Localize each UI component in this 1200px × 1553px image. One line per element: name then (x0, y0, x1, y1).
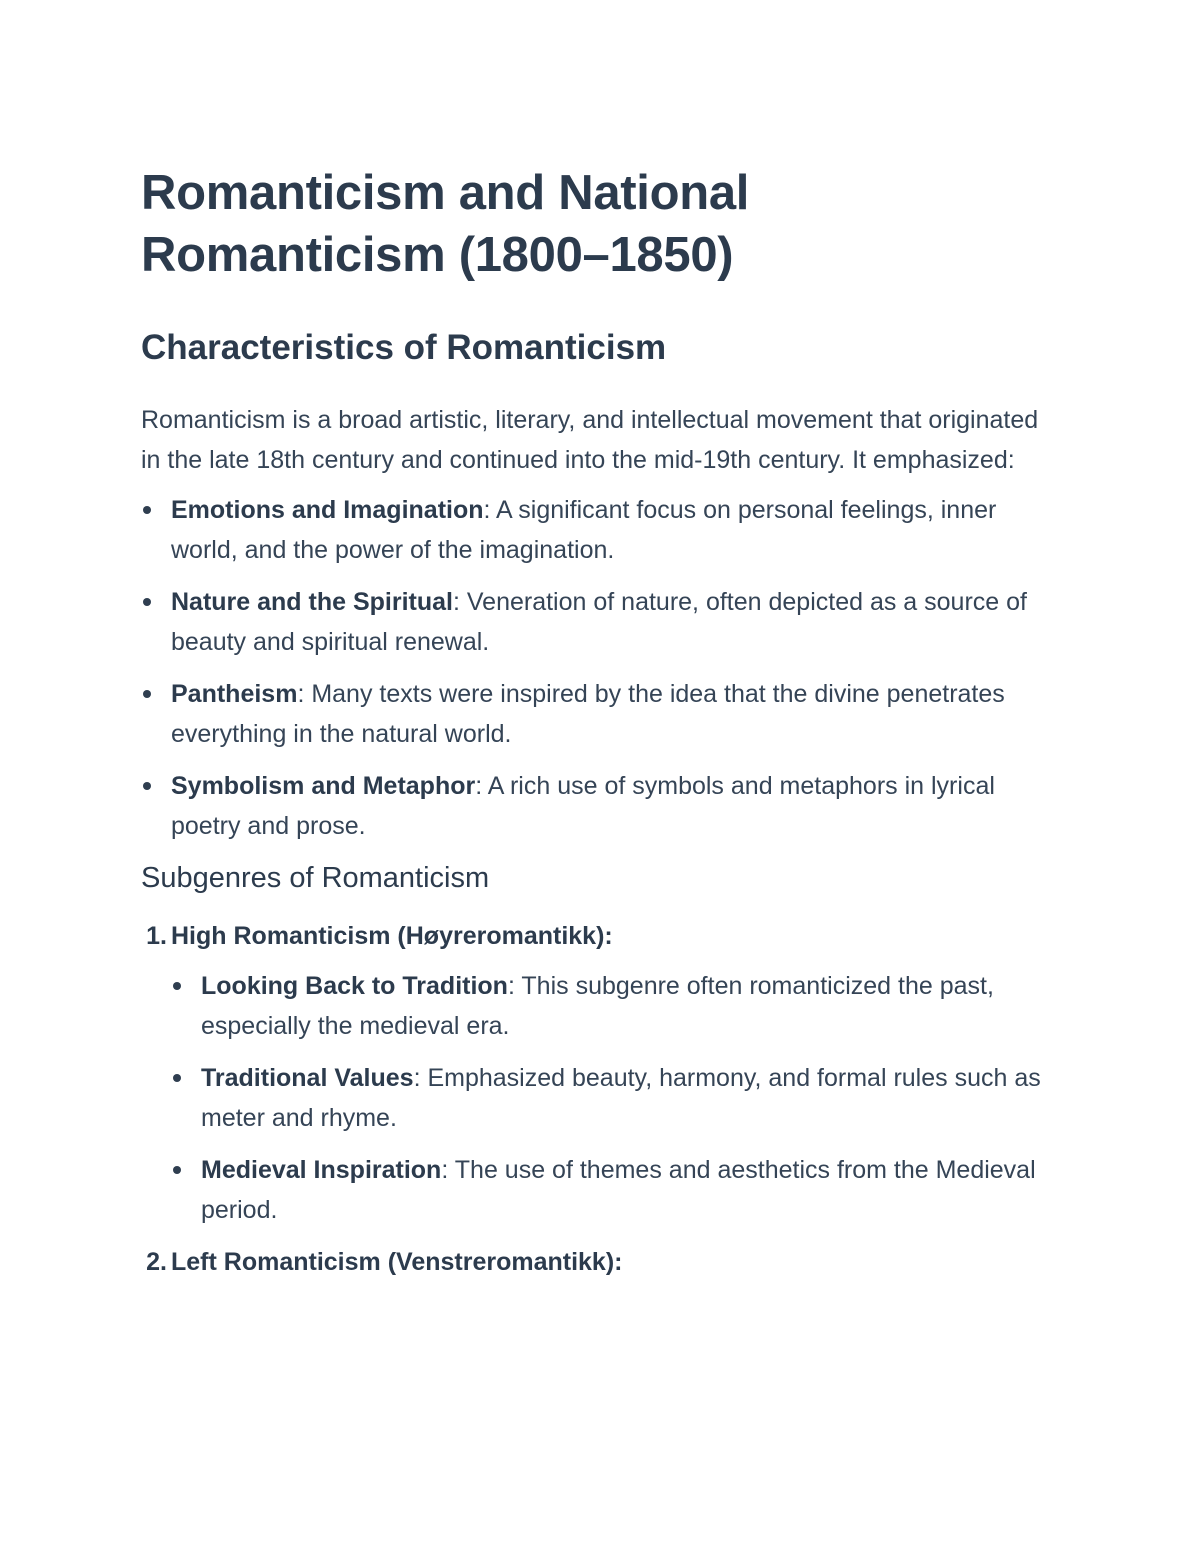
section-heading-subgenres: Subgenres of Romanticism (141, 862, 490, 894)
subgenre-number: 2. (146, 1248, 167, 1276)
list-item-term: Traditional Values (201, 1064, 414, 1092)
document-page (141, 162, 1041, 1282)
list-item-term: Pantheism (171, 680, 298, 708)
list-item-text: : A significant focus on personal feelings, inner world, and the power of the imagination. (171, 496, 997, 564)
list-item-text: : Emphasized beauty, harmony, and formal rules such as meter and rhyme. (201, 1064, 1041, 1132)
section-heading-characteristics: Characteristics of Romanticism (141, 328, 667, 367)
list-item-term: Medieval Inspiration (201, 1156, 442, 1184)
subgenre-title: Left Romanticism (Venstreromantikk): (171, 1248, 623, 1276)
subgenre-left-romanticism (141, 1242, 1041, 1282)
list-item-term: Nature and the Spiritual (171, 588, 453, 616)
list-item (141, 674, 1041, 754)
list-item (171, 966, 1041, 1046)
list-item (141, 582, 1041, 662)
list-item-text: : A rich use of symbols and metaphors in lyrical poetry and prose. (171, 772, 995, 840)
subgenre-number: 1. (146, 922, 167, 950)
list-item-text: : Veneration of nature, often depicted as a source of beauty and spiritual renewal. (171, 588, 1027, 656)
list-item-text: : The use of themes and aesthetics from the Medieval period. (201, 1156, 1036, 1224)
characteristics-list (141, 490, 1041, 846)
high-romanticism-list (171, 966, 1041, 1230)
subgenre-title: High Romanticism (Høyreromantikk): (171, 922, 613, 950)
list-item-term: Emotions and Imagination (171, 496, 484, 524)
subgenres-list (141, 916, 1041, 1282)
subgenre-high-romanticism (141, 916, 1041, 956)
list-item (171, 1058, 1041, 1138)
list-item-text: : This subgenre often romanticized the past, especially the medieval era. (201, 972, 994, 1040)
list-item (141, 766, 1041, 846)
list-item-term: Symbolism and Metaphor (171, 772, 476, 800)
list-item (171, 1150, 1041, 1230)
list-item (141, 490, 1041, 570)
page-title: Romanticism and National Romanticism (1800–1850) (141, 166, 750, 282)
list-item-text: : Many texts were inspired by the idea that the divine penetrates everything in the natural world. (171, 680, 1005, 748)
list-item-term: Looking Back to Tradition (201, 972, 508, 1000)
intro-paragraph: Romanticism is a broad artistic, literary, and intellectual movement that originated in the late 18th century and continued into the mid-19th century. It emphasized: (141, 406, 1039, 474)
